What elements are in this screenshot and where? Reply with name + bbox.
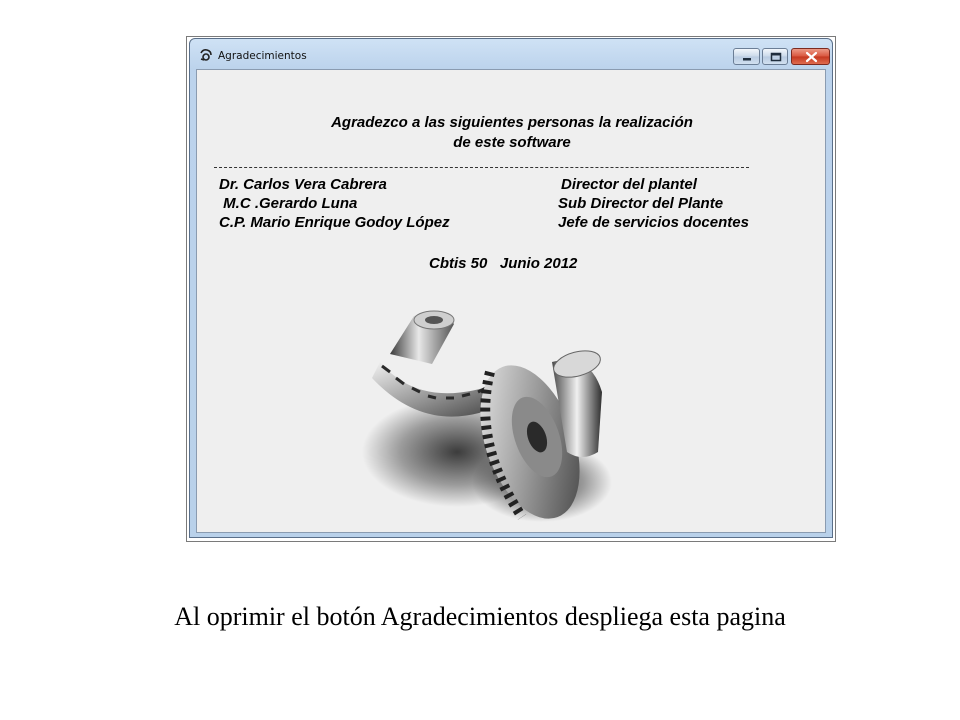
close-button[interactable] [791, 48, 830, 65]
heading-line-1: Agradezco a las siguientes personas la realización [331, 114, 693, 131]
person-name: Dr. Carlos Vera Cabrera [219, 176, 387, 193]
heading-line-2: de este software [453, 134, 571, 151]
bevel-gears-image [362, 302, 622, 530]
window-title: Agradecimientos [218, 50, 307, 62]
person-role: Sub Director del Plante [558, 195, 724, 212]
screenshot-frame [186, 36, 836, 542]
title-bar[interactable] [190, 39, 832, 68]
footer-date: Cbtis 50 Junio 2012 [429, 255, 578, 272]
app-icon [199, 48, 213, 62]
minimize-button[interactable] [733, 48, 760, 65]
maximize-icon [763, 49, 789, 66]
maximize-button[interactable] [762, 48, 788, 65]
slide-caption: Al oprimir el botón Agradecimientos despliega esta pagina [174, 602, 786, 631]
minimize-icon [734, 49, 761, 66]
person-name: C.P. Mario Enrique Godoy López [219, 214, 450, 231]
person-role: Director del plantel [561, 176, 697, 193]
window-client-area [196, 69, 826, 533]
close-icon [792, 49, 831, 66]
person-role: Jefe de servicios docentes [558, 214, 749, 231]
person-name: M.C .Gerardo Luna [219, 195, 358, 212]
agradecimientos-window [189, 38, 833, 538]
dashed-separator [214, 167, 749, 168]
